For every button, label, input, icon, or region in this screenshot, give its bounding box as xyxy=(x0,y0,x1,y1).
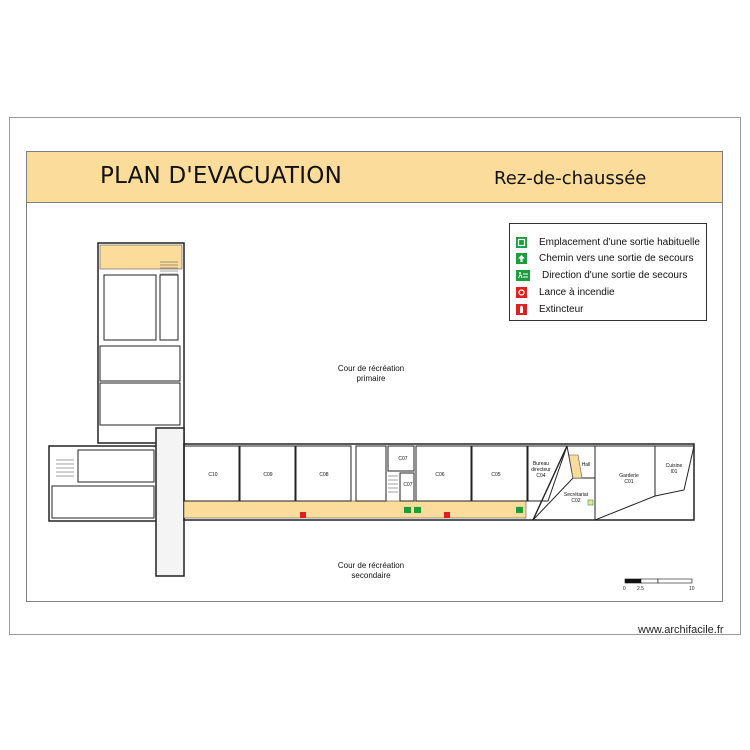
yard-label-line: Cour de récréation xyxy=(337,364,405,373)
yard-label-line: primaire xyxy=(356,374,386,383)
label-cuisine-2: I01 xyxy=(670,469,678,475)
legend-label: Emplacement d'une sortie habituelle xyxy=(539,237,700,248)
west-block xyxy=(49,446,157,521)
west-stair xyxy=(56,460,74,476)
emergency-exit-icon xyxy=(414,507,421,513)
scale-label-0: 0 xyxy=(623,586,626,592)
label-bureau-2: directeur xyxy=(531,467,551,473)
emergency-exit-icon xyxy=(516,507,523,513)
legend-label: Extincteur xyxy=(539,304,584,315)
label-c07a: C07 xyxy=(398,456,408,462)
stair-landing xyxy=(100,245,182,269)
vertical-corridor xyxy=(156,428,184,576)
north-wing xyxy=(98,243,184,443)
scale-label-10: 10 xyxy=(689,586,695,592)
label-c05: C05 xyxy=(491,472,501,478)
yard-label-line: secondaire xyxy=(351,571,391,580)
fire-hose-icon xyxy=(444,512,450,518)
scale-label-2-5: 2.5 xyxy=(637,586,644,592)
label-secretariat-1: Secrétariat xyxy=(563,492,589,498)
label-garderie-1: Garderie xyxy=(619,473,639,479)
label-cuisine-1: Cuisine xyxy=(665,463,683,469)
west-room-1 xyxy=(78,450,154,482)
north-room-1 xyxy=(104,275,156,340)
north-room-2 xyxy=(160,275,178,340)
legend-label: Lance à incendie xyxy=(539,287,615,298)
emergency-exit-icon xyxy=(404,507,411,513)
usual-exit-icon xyxy=(588,500,593,505)
label-c06: C06 xyxy=(435,472,445,478)
label-secretariat-2: C02 xyxy=(571,498,581,504)
label-c09: C09 xyxy=(263,472,273,478)
north-room-3 xyxy=(100,346,180,381)
extinguisher-icon xyxy=(300,512,306,518)
label-hall: Hall xyxy=(581,462,591,468)
corridor xyxy=(184,501,526,518)
label-c10: C10 xyxy=(208,472,218,478)
west-room-2 xyxy=(52,486,154,518)
passage xyxy=(356,446,386,501)
legend-label: Direction d'une sortie de secours xyxy=(542,270,688,281)
label-c08: C08 xyxy=(319,472,329,478)
label-bureau-3: C04 xyxy=(536,473,546,479)
north-wing-outline xyxy=(98,243,184,443)
label-c07b: C07 xyxy=(403,482,413,488)
scale-bar xyxy=(625,579,692,583)
label-bureau-1: Bureau xyxy=(532,461,550,467)
west-block-outline xyxy=(49,446,157,521)
legend-label: Chemin vers une sortie de secours xyxy=(539,253,694,264)
level-title: Rez-de-chaussée xyxy=(494,168,647,189)
north-room-4 xyxy=(100,383,180,425)
yard-label-line: Cour de récréation xyxy=(337,561,405,570)
main-wing xyxy=(184,444,694,520)
room-bureau-directeur xyxy=(528,446,567,501)
page-title: PLAN D'EVACUATION xyxy=(100,163,343,189)
watermark: www.archifacile.fr xyxy=(638,624,724,636)
hall-stair xyxy=(569,455,582,478)
label-garderie-2: C01 xyxy=(624,479,634,485)
